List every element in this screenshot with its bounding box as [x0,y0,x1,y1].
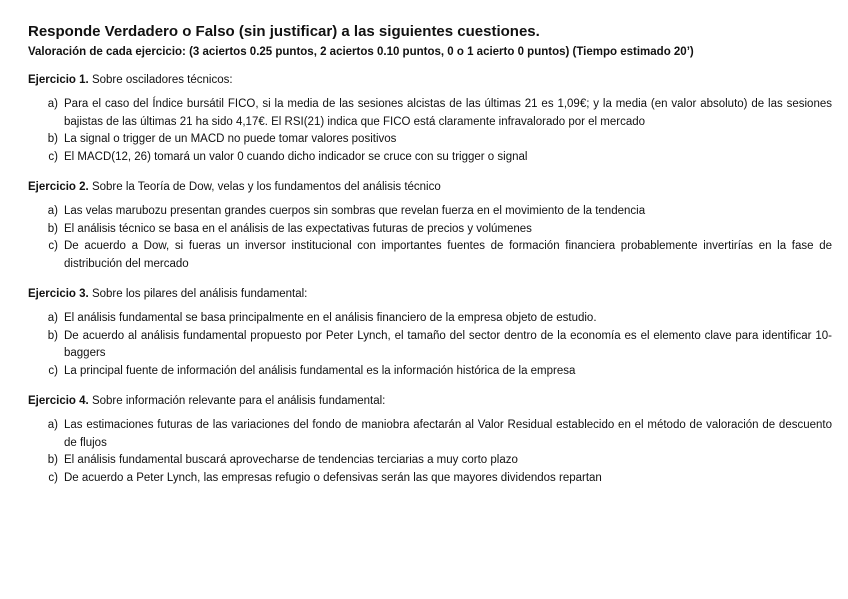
exercise-2 [28,180,832,273]
exercise-number: Ejercicio 4. [28,395,89,407]
item-marker: a) [47,98,58,110]
exercise-4 [28,394,832,487]
exercise-topic: Sobre los pilares del análisis fundamental: [91,288,308,300]
item-text: El análisis fundamental buscará aprovecharse de tendencias terciarias a muy corto plazo [64,454,518,466]
item-text: De acuerdo a Peter Lynch, las empresas refugio o defensivas serán las que mayores dividendos repartan [64,471,602,484]
question-item [28,221,832,239]
exercise-topic: Sobre osciladores técnicos: [91,74,233,86]
exercise-heading [28,180,832,195]
question-item [28,328,832,363]
question-list [28,417,832,487]
exercise-topic: Sobre la Teoría de Dow, velas y los fundamentos del análisis técnico [91,181,441,193]
item-marker: c) [48,240,58,252]
question-item [28,363,832,381]
scoring-instructions: Valoración de cada ejercicio: (3 aciertos 0.25 puntos, 2 aciertos 0.10 puntos, 0 o 1 acierto 0 puntos) (Tiempo estimado 20’) [28,46,694,58]
exercise-heading [28,73,832,88]
question-list [28,203,832,273]
item-text: Las velas marubozu presentan grandes cuerpos sin sombras que revelan fuerza en el movimiento de la tendencia [64,205,646,217]
item-text: Para el caso del Índice bursátil FICO, si la media de las sesiones alcistas de las últimas 21 es 1,09€; y la media (en valor absoluto) de las sesiones bajistas de las últimas 21 ha sido 4,17€. El RSI(21) indica que FICO está claramente infravalorado por el mercado [64,98,832,128]
question-item [28,149,832,167]
item-marker: a) [47,419,58,431]
item-text: La principal fuente de información del análisis fundamental es la información histórica de la empresa [64,364,576,377]
item-text: De acuerdo al análisis fundamental propuesto por Peter Lynch, el tamaño del sector dentro de la economía es el elemento clave para identificar 10-baggers [64,329,832,359]
item-text: Las estimaciones futuras de las variaciones del fondo de maniobra afectarán al Valor Residual establecido en el método de valoración de descuento de flujos [64,419,832,449]
question-item [28,470,832,488]
question-item [28,203,832,221]
exercise-number: Ejercicio 1. [28,74,89,86]
item-text: La signal o trigger de un MACD no puede tomar valores positivos [64,133,397,145]
item-marker: b) [47,454,58,466]
question-item [28,131,832,149]
item-marker: a) [47,312,58,324]
item-text: El análisis técnico se basa en el análisis de las expectativas futuras de precios y volúmenes [64,222,532,235]
question-item [28,238,832,273]
item-text: El análisis fundamental se basa principalmente en el análisis financiero de la empresa objeto de estudio. [64,312,597,324]
exercise-topic: Sobre información relevante para el análisis fundamental: [91,395,386,407]
exercise-3 [28,287,832,380]
item-marker: c) [48,471,58,484]
item-marker: b) [47,329,58,342]
item-marker: c) [48,364,58,377]
question-item [28,417,832,452]
question-list [28,310,832,380]
item-marker: b) [47,222,58,235]
document-title: Responde Verdadero o Falso (sin justificar) a las siguientes cuestiones. [28,23,540,40]
question-list [28,96,832,166]
question-item [28,96,832,131]
item-marker: a) [47,205,58,217]
question-item [28,452,832,470]
exercise-heading [28,287,832,302]
item-marker: b) [47,133,58,145]
document-page [28,22,832,487]
question-item [28,310,832,328]
exercise-number: Ejercicio 3. [28,288,89,300]
item-text: De acuerdo a Dow, si fueras un inversor institucional con importantes fuentes de formación financiera probablemente invertirías en la fase de distribución del mercado [64,240,832,270]
exercise-heading [28,394,832,409]
item-marker: c) [48,150,58,163]
exercise-number: Ejercicio 2. [28,181,89,193]
exercise-1 [28,73,832,166]
item-text: El MACD(12, 26) tomará un valor 0 cuando dicho indicador se cruce con su trigger o signal [64,150,528,163]
